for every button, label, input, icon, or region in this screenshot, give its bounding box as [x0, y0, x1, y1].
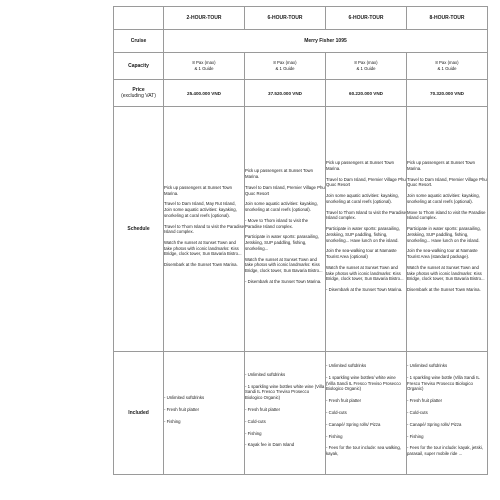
included-cell [164, 352, 245, 475]
cell-paragraph: - Cold-cuts [407, 409, 428, 415]
cell-paragraph: Join some aquatic activities: kayaking, snorkeling at coral reefs (optional). [326, 193, 399, 204]
cell-paragraph: Pick up passengers at Sunset Town Marina. [164, 184, 232, 196]
cruise-label: Cruise [114, 30, 164, 53]
cell-paragraph: - Unlimited softdrinks [164, 395, 205, 401]
cell-paragraph: - Move to Thom island to visit the Paradise Island complex. [245, 217, 308, 229]
header-8-hour-tour: 8-HOUR-TOUR [407, 7, 488, 30]
capacity-row [114, 53, 488, 80]
cell-paragraph: Watch the sunset at Sunset Town and take photos with iconic landmarks: Kiss Bridge, clock tower, Sun Bavaria Bistro... [245, 256, 323, 273]
cell-paragraph: Pick up passengers at Sunset Town Marina. [326, 160, 394, 171]
cell-paragraph: - Cold-cuts [326, 409, 347, 415]
cell-paragraph: - Fresh fruit platter [326, 398, 362, 404]
included-cell [326, 352, 407, 475]
cell-paragraph: Participate in water sports: parasailing, Jetskiing, SUP paddling, fishing, snorkeling... Have lunch on the island. [326, 226, 400, 243]
cell-paragraph: Watch the sunset at Sunset Town and take photos with iconic landmarks: Kiss Bridge, clock tower, Sun Bavaria Bistro... [164, 240, 242, 257]
schedule-label: Schedule [114, 107, 164, 352]
cell-paragraph: Join some aquatic activities: kayaking, snorkeling at coral reefs (optional). [245, 201, 318, 213]
price-value: 37.520.000 VND [245, 80, 326, 107]
cell-paragraph: - 1 sparkling wine bottles white wine (Villa Sandi IL Fresco Treviso Prosecco Biologico Organic) [245, 383, 325, 400]
schedule-cell [326, 107, 407, 352]
capacity-label: Capacity [114, 53, 164, 80]
cell-paragraph: Travel to Dam Island, Premier Village Phu Quoc Resort [245, 184, 325, 196]
cell-paragraph: - Cold-cuts [245, 418, 266, 424]
cell-paragraph: - Fishing [407, 433, 424, 439]
cell-paragraph: Travel to Thom Island to visit the Paradise Island complex. [326, 209, 407, 221]
cell-paragraph: Travel to Dam Island, Premier Village Phu Quoc Resort [326, 176, 406, 188]
price-label: Price (excluding VAT) [114, 80, 164, 107]
cell-paragraph: - Fees for the tour include: sea walking, kayak, [326, 445, 401, 457]
cell-paragraph: - Disembark at the Sunset Town Marina. [326, 287, 403, 293]
price-value: 25.400.000 VND [164, 80, 245, 107]
cell-paragraph: - Unlimited softdrinks [407, 362, 448, 368]
capacity-cell: 8 Pax (max) & 1 Guide [164, 53, 245, 80]
header-2-hour-tour: 2-HOUR-TOUR [164, 7, 245, 30]
cruise-row [114, 30, 488, 53]
cell-paragraph: Travel to Dam Island, May Rut Island, Join some aquatic activities: kayaking, snorkeling at coral reefs (optional). [164, 201, 237, 218]
cell-paragraph: - 1 sparkling wine bottle (Villa Sandi IL Fresco Treviso Prosecco Biologico Organic) [407, 374, 480, 392]
cell-paragraph: - Fishing [245, 430, 262, 436]
cell-paragraph: - Fresh fruit platter [164, 407, 200, 413]
price-value: 70.320.000 VND [407, 80, 488, 107]
cell-paragraph: Join some aquatic activities: kayaking, snorkeling at coral reefs (optional). [407, 193, 480, 204]
tour-comparison-table-wrapper [113, 6, 488, 475]
cell-paragraph: Pick up passengers at Sunset Town Marina. [245, 168, 313, 179]
cell-paragraph: Participate in water sports: parasailing, Jetskiing, SUP paddling, fishing, snorkeling... Have lunch on the island. [407, 226, 481, 243]
included-cell [245, 352, 326, 475]
included-row [114, 352, 488, 475]
cell-paragraph: - Fees for the tour include: kayak, jetski, parasail, super mobile ride ... [407, 445, 483, 457]
cell-paragraph: - Kayak fee in Dam Island [245, 442, 295, 448]
price-row [114, 80, 488, 107]
schedule-cell [164, 107, 245, 352]
schedule-cell [407, 107, 488, 352]
header-6-hour-tour-b: 6-HOUR-TOUR [326, 7, 407, 30]
price-value: 60.220.000 VND [326, 80, 407, 107]
capacity-cell: 8 Pax (max) & 1 Guide [326, 53, 407, 80]
cell-paragraph: - Unlimited softdrinks [245, 371, 286, 377]
cell-paragraph: - Fishing [326, 433, 343, 439]
cell-paragraph: Join the sea-walking tour at Namaste Tourist Area (optional) [326, 248, 397, 260]
cell-paragraph: Join the sea-walking tour at Namaste Tourist Area (standard package). [407, 248, 478, 260]
capacity-cell: 8 Pax (max) & 1 Guide [407, 53, 488, 80]
cell-paragraph: Travel to Dam Island, Premier Village Phu Quoc Resort. [407, 176, 487, 188]
schedule-row [114, 107, 488, 352]
cruise-value: Merry Fisher 1095 [164, 30, 488, 53]
cell-paragraph: Disembark at the Sunset Town Marina. [164, 262, 238, 268]
cell-paragraph: Pick up passengers at Sunset Town Marina. [407, 160, 475, 171]
cell-paragraph: Participate in water sports: parasailing, Jetskiing, SUP paddling, fishing, snorkeling... [245, 234, 319, 251]
schedule-cell [245, 107, 326, 352]
cell-paragraph: - Fresh fruit platter [407, 398, 443, 404]
cell-paragraph: - Disembark at the Sunset Town Marina. [245, 278, 322, 284]
cell-paragraph: Move to Thom island to visit the Paradise Island complex. [407, 209, 486, 221]
cell-paragraph: - Canapé/ Spring rolls/ Pizza [326, 421, 381, 427]
cell-paragraph: - Unlimited softdrinks [326, 362, 367, 368]
cell-paragraph: - Fishing [164, 418, 181, 424]
header-corner [114, 7, 164, 30]
header-6-hour-tour-a: 6-HOUR-TOUR [245, 7, 326, 30]
cell-paragraph: - Fresh fruit platter [245, 406, 281, 412]
cell-paragraph: - 1 sparkling wine bottles/ white wine (Villa Sandi IL Fresco Treviso Prosecco Biologico Organic) [326, 374, 401, 392]
cell-paragraph: Watch the sunset at Sunset Town and take photos with iconic landmarks: Kiss Bridge, clock tower, Sun Bavaria Bistro... [326, 264, 404, 282]
cell-paragraph: Disembark at the Sunset Town Marina. [407, 287, 481, 293]
tour-comparison-table [113, 6, 488, 475]
cell-paragraph: Watch the sunset at Sunset Town and take photos with iconic landmarks: Kiss Bridge, clock tower, Sun Bavaria Bistro... [407, 264, 485, 282]
included-label: Included [114, 352, 164, 475]
header-row [114, 7, 488, 30]
included-cell [407, 352, 488, 475]
cell-paragraph: - Canapé/ Spring rolls/ Pizza [407, 421, 462, 427]
capacity-cell: 8 Pax (max) & 1 Guide [245, 53, 326, 80]
cell-paragraph: Travel to Thom Island to visit the Paradise Island complex. [164, 223, 245, 235]
